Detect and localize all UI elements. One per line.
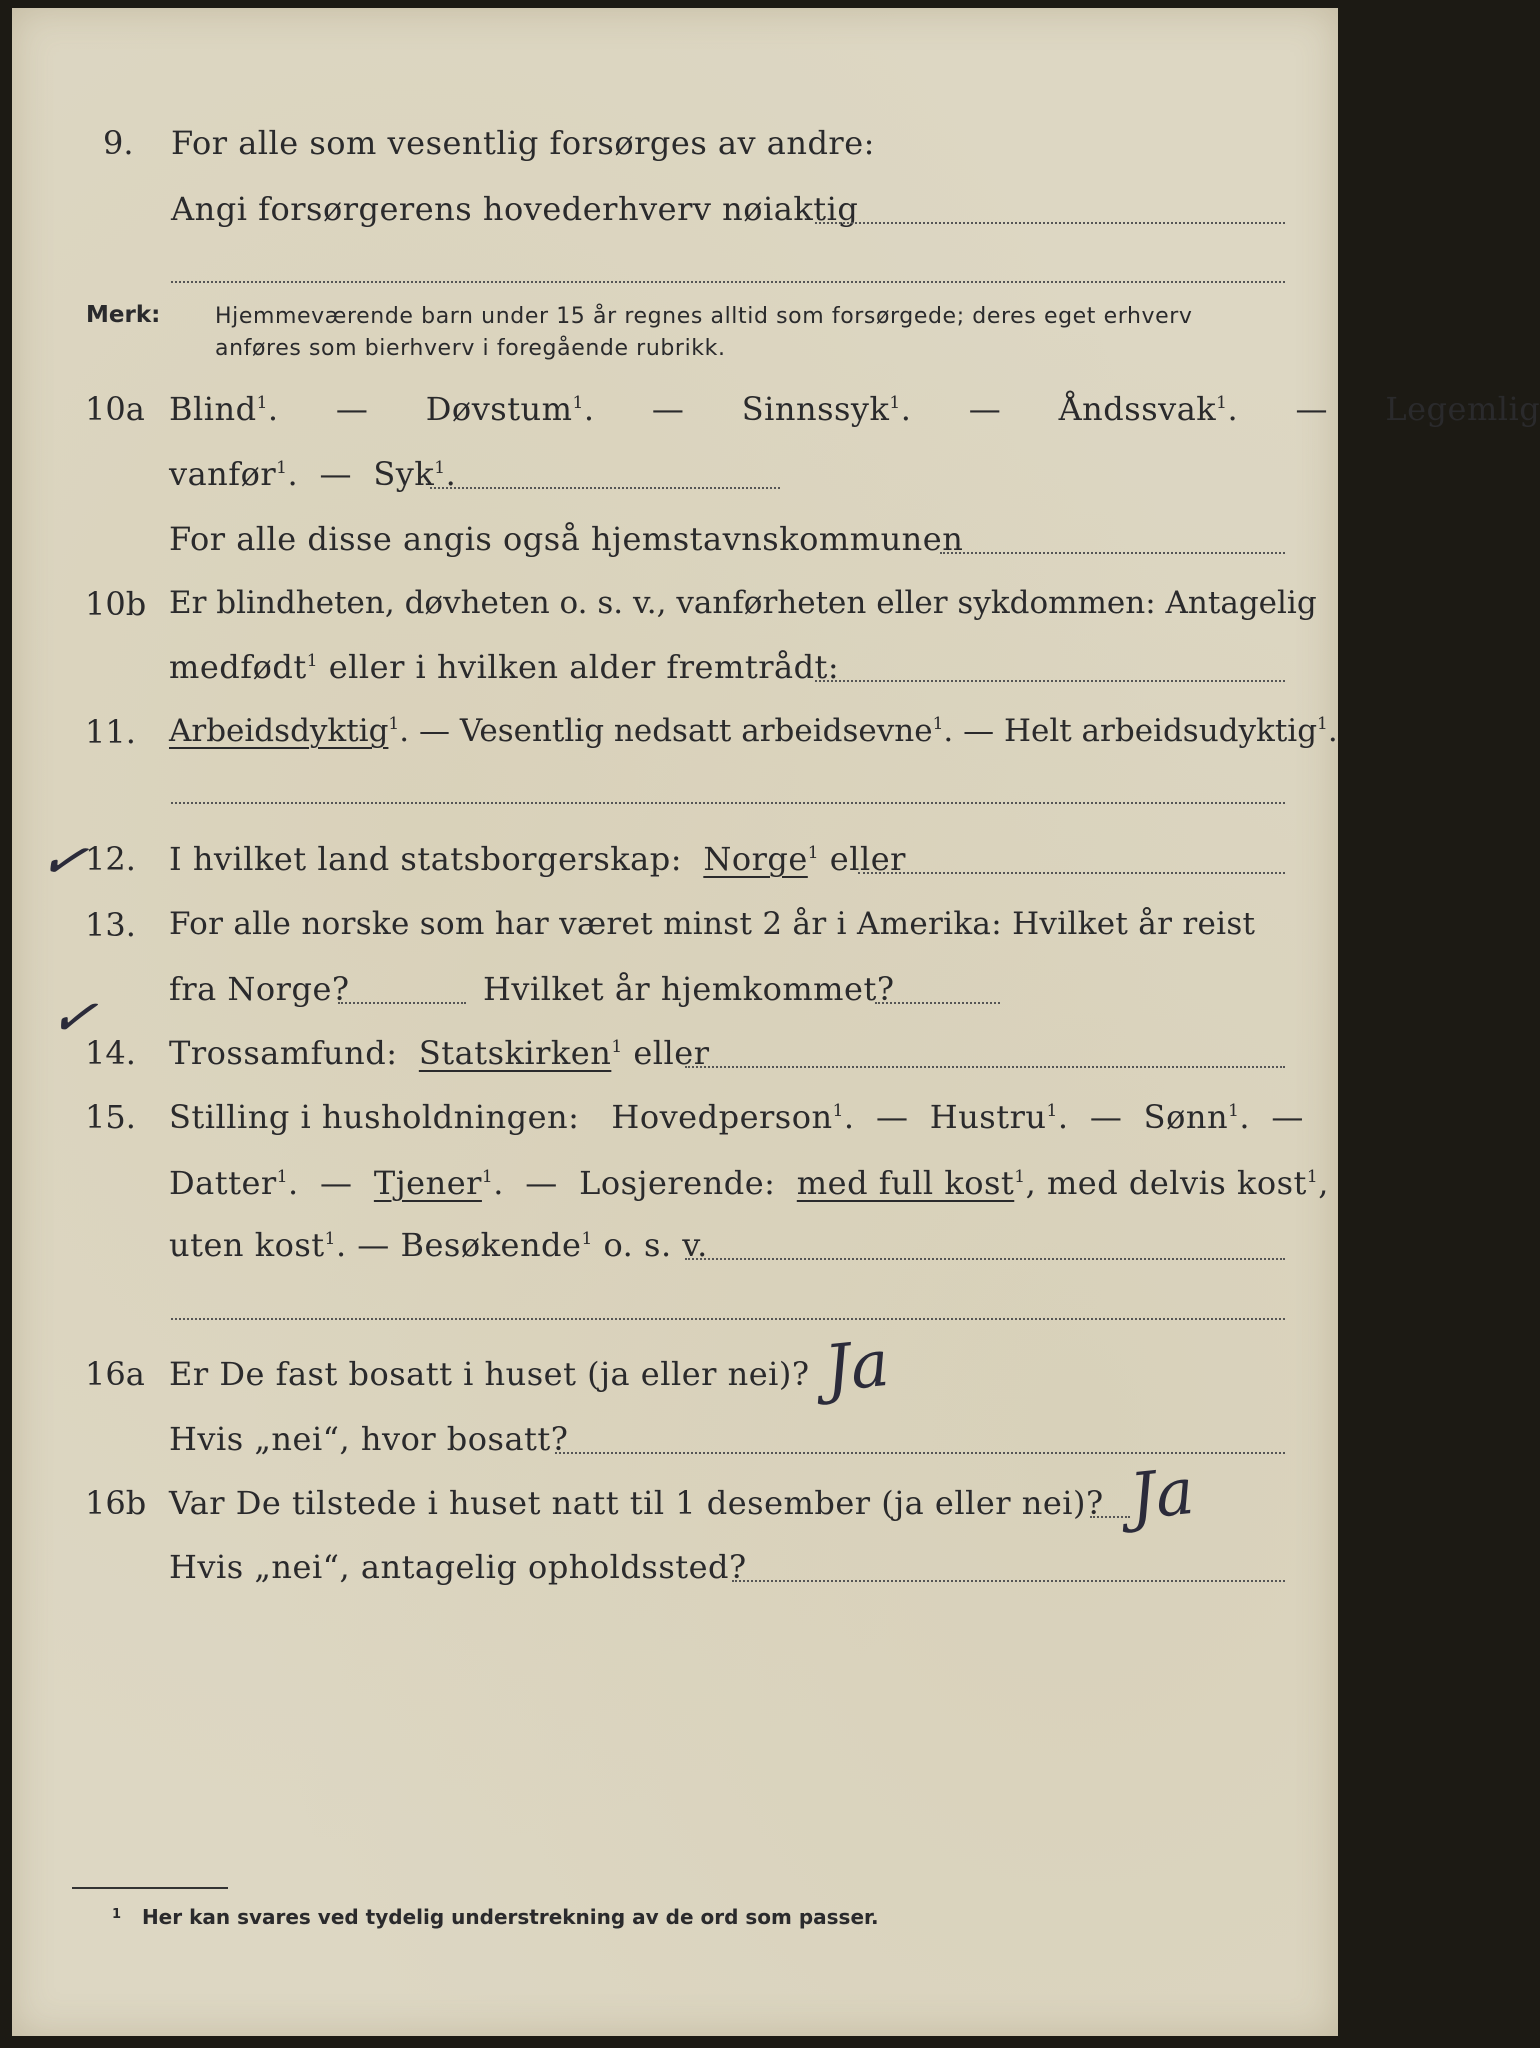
option-norge: Norge <box>703 840 808 878</box>
footnote-mark: 1 <box>112 1907 122 1922</box>
q10a-answer-line <box>940 552 1285 554</box>
option-dovstum: Døvstum <box>425 390 573 428</box>
merk-line1: Hjemmeværende barn under 15 år regnes alltid som forsørgede; deres eget erhverv <box>215 304 1193 329</box>
q15-answer-line <box>685 1258 1285 1260</box>
q11-number: 11. <box>85 713 136 751</box>
option-uten-kost: uten kost <box>169 1226 325 1264</box>
q16b-line1: Var De tilstede i huset natt til 1 desember (ja eller nei)? <box>169 1484 1104 1522</box>
option-tjener: Tjener <box>373 1164 482 1202</box>
q16a-line1: Er De fast bosatt i huset (ja eller nei)? <box>169 1355 810 1393</box>
q15-line3: uten kost$^1$. — Besøkende$^1$ o. s. v. <box>169 1226 708 1264</box>
option-full-kost: med full kost <box>796 1164 1015 1202</box>
q10a-number: 10a <box>85 390 145 428</box>
option-sinnssyk: Sinnssyk <box>741 390 890 428</box>
q10a-line2: vanfør$^1$. — Syk$^1$. <box>169 455 457 493</box>
merk-label: Merk: <box>86 302 161 328</box>
q10b-answer-line <box>815 680 1285 682</box>
option-andssvak: Åndssvak <box>1058 390 1217 428</box>
q14-question: Trossamfund: <box>169 1034 398 1072</box>
q10b-line2: medfødt$^1$ eller i hvilken alder fremtrådt: <box>169 648 840 686</box>
q15-osv: o. s. v. <box>603 1226 708 1264</box>
q10b-number: 10b <box>85 585 147 623</box>
option-statskirken: Statskirken <box>418 1034 612 1072</box>
q15-losjerende: Losjerende: <box>579 1164 776 1202</box>
q12-question: I hvilket land statsborgerskap: <box>169 840 682 878</box>
option-delvis-kost: med delvis kost <box>1046 1164 1307 1202</box>
q10a-line1: Blind$^1$. — Døvstum$^1$. — Sinnssyk$^1$. — Åndssvak$^1$. — Legemlig <box>169 390 1540 428</box>
q9-answer-line-2 <box>171 281 1285 283</box>
q10b-line1: Er blindheten, døvheten o. s. v., vanførheten eller sykdommen: Antagelig <box>169 585 1317 621</box>
merk-line2: anføres som bierhverv i foregående rubrikk. <box>215 336 726 361</box>
q13-fra: fra Norge? <box>169 970 350 1008</box>
option-vanfor: vanfør <box>169 455 277 493</box>
q15-number: 15. <box>85 1098 136 1136</box>
q16b-answer-line-2 <box>732 1580 1285 1582</box>
q13-line1: For alle norske som har været minst 2 år i Amerika: Hvilket år reist <box>169 906 1256 942</box>
q14-answer-line <box>685 1066 1285 1068</box>
check-mark-q14: ✓ <box>45 982 102 1053</box>
q12-number: 12. <box>85 840 136 878</box>
q10b-line2-rest: eller i hvilken alder fremtrådt: <box>328 648 840 686</box>
option-hustru: Hustru <box>929 1098 1047 1136</box>
q16a-answer-line <box>555 1452 1285 1454</box>
footnote-text: Her kan svares ved tydelig understrekning av de ord som passer. <box>141 1905 879 1929</box>
q15-answer-line-2 <box>171 1318 1285 1320</box>
q15-line2: Datter$^1$. — Tjener$^1$. — Losjerende: med full kost$^1$, med delvis kost$^1$, <box>169 1164 1329 1202</box>
q10a-line3: For alle disse angis også hjemstavnskommunen <box>169 520 964 558</box>
q16a-number: 16a <box>85 1355 145 1393</box>
q14-number: 14. <box>85 1034 136 1072</box>
option-udyktig: Helt arbeidsudyktig <box>1003 713 1318 749</box>
q12-answer-line <box>858 872 1285 874</box>
q13-hjem-line <box>875 1002 1000 1004</box>
q9-number: 9. <box>103 124 134 162</box>
q9-answer-line <box>815 222 1285 224</box>
q12-line: I hvilket land statsborgerskap: Norge$^1$ eller <box>169 840 906 878</box>
q16a-handwritten-answer: Ja <box>821 1326 893 1408</box>
option-nedsatt: Vesentlig nedsatt arbeidsevne <box>459 713 933 749</box>
q10a-syk-line <box>430 487 780 489</box>
option-sonn: Sønn <box>1143 1098 1229 1136</box>
q16b-number: 16b <box>85 1484 147 1522</box>
q16b-handwritten-answer: Ja <box>1126 1454 1198 1536</box>
footnote-rule <box>72 1887 228 1889</box>
q16b-line2: Hvis „nei“, antagelig opholdssted? <box>169 1548 747 1586</box>
option-hovedperson: Hovedperson <box>611 1098 833 1136</box>
option-syk: Syk <box>373 455 435 493</box>
check-mark-q12: ✓ <box>33 823 94 898</box>
q15-question: Stilling i husholdningen: <box>169 1098 580 1136</box>
q9-line1: For alle som vesentlig forsørges av andre: <box>171 124 875 162</box>
option-besokende: Besøkende <box>400 1226 582 1264</box>
option-legemlig: Legemlig <box>1385 390 1540 428</box>
q12-eller: eller <box>829 840 906 878</box>
option-arbeidsdyktig: Arbeidsdyktig <box>169 713 389 749</box>
q16b-answer-line <box>1090 1516 1130 1518</box>
q13-number: 13. <box>85 906 136 944</box>
q14-line: Trossamfund: Statskirken$^1$ eller <box>169 1034 710 1072</box>
q11-line1: Arbeidsdyktig$^1$. — Vesentlig nedsatt arbeidsevne$^1$. — Helt arbeidsudyktig$^1$. <box>169 713 1338 749</box>
q13-fra-line <box>338 1002 466 1004</box>
q15-line1: Stilling i husholdningen: Hovedperson$^1$. — Hustru$^1$. — Sønn$^1$. — <box>169 1098 1304 1136</box>
option-datter: Datter <box>169 1164 277 1202</box>
q14-eller: eller <box>633 1034 710 1072</box>
q11-answer-line <box>171 802 1285 804</box>
option-blind: Blind <box>169 390 257 428</box>
option-medfodt: medfødt <box>169 648 307 686</box>
q13-hjem: Hvilket år hjemkommet? <box>483 970 895 1008</box>
footnote <box>112 1905 879 1929</box>
q9-line2: Angi forsørgerens hovederhverv nøiaktig <box>171 190 859 228</box>
q16a-line2: Hvis „nei“, hvor bosatt? <box>169 1420 569 1458</box>
